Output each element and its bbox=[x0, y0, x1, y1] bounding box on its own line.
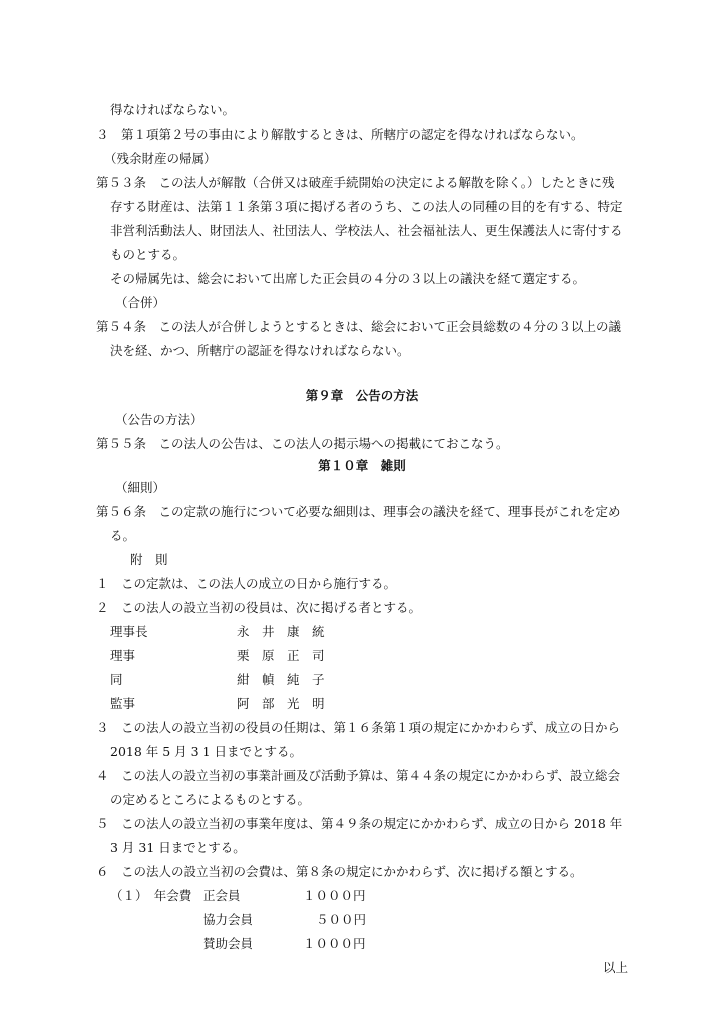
chapter-heading: 第９章 公告の方法 bbox=[305, 388, 419, 403]
text-line: （公告の方法） bbox=[115, 412, 203, 427]
text-line: ３ この法人の設立当初の役員の任期は、第１６条第１項の規定にかかわらず、成立の日から bbox=[96, 720, 621, 735]
text-line: ５ この法人の設立当初の事業年度は、第４９条の規定にかかわらず、成立の日から 2018 年 bbox=[96, 816, 623, 831]
text-line: その帰属先は、総会において出席した正会員の４分の３以上の議決を経て選定する。 bbox=[110, 271, 586, 286]
text-line: 第５５条 この法人の公告は、この法人の掲示場への掲載にておこなう。 bbox=[96, 436, 509, 451]
officer-name: 栗 原 正 司 bbox=[237, 648, 325, 663]
text-line: 第５３条 この法人が解散（合併又は破産手続開始の決定による解散を除く。）したときに残 bbox=[96, 175, 615, 190]
officer-name: 紺 幀 純 子 bbox=[237, 672, 325, 687]
supplementary-heading: 附 則 bbox=[130, 552, 168, 567]
text-line: 決を経、かつ、所轄庁の認証を得なければならない。 bbox=[110, 343, 410, 358]
text-line: ２ この法人の設立当初の役員は、次に掲げる者とする。 bbox=[96, 600, 422, 615]
fee-amount: １０００円 bbox=[303, 936, 366, 951]
text-line: の定めるところによるものとする。 bbox=[110, 792, 311, 807]
fee-type: 正会員 bbox=[203, 888, 241, 903]
fee-amount: １０００円 bbox=[303, 888, 366, 903]
text-line: ものとする。 bbox=[110, 247, 186, 262]
text-line: １ この定款は、この法人の成立の日から施行する。 bbox=[96, 576, 397, 591]
text-line: 得なければならない。 bbox=[110, 102, 236, 117]
text-line: 非営利活動法人、財団法人、社団法人、学校法人、社会福祉法人、更生保護法人に寄付する bbox=[110, 223, 623, 238]
text-line: ３ 第１項第２号の事由により解散するときは、所轄庁の認定を得なければならない。 bbox=[96, 127, 584, 142]
text-line: 存する財産は、法第１１条第３項に掲げる者のうち、この法人の同種の目的を有する、特定 bbox=[110, 199, 623, 214]
text-line: 2018 年 5 月 3 1 日までとする。 bbox=[110, 744, 303, 759]
officer-role: 理事 bbox=[110, 648, 136, 663]
officer-name: 永 井 康 統 bbox=[237, 624, 325, 639]
closing-text: 以上 bbox=[602, 960, 628, 975]
fee-amount: ５００円 bbox=[316, 912, 367, 927]
fee-type: 賛助会員 bbox=[203, 936, 254, 951]
text-line: る。 bbox=[110, 528, 136, 543]
officer-name: 阿 部 光 明 bbox=[237, 696, 325, 711]
text-line: 3 月 31 日までとする。 bbox=[110, 840, 246, 855]
text-line: （細則） bbox=[115, 480, 166, 495]
text-line: ４ この法人の設立当初の事業計画及び活動予算は、第４４条の規定にかかわらず、設立総会 bbox=[96, 768, 621, 783]
text-line: ６ この法人の設立当初の会費は、第８条の規定にかかわらず、次に掲げる額とする。 bbox=[96, 864, 583, 879]
text-line: （合併） bbox=[115, 295, 166, 310]
officer-role: 理事長 bbox=[110, 624, 148, 639]
chapter-heading: 第１０章 雑則 bbox=[318, 458, 406, 473]
officer-role: 同 bbox=[110, 672, 123, 687]
text-line: 第５４条 この法人が合併しようとするときは、総会において正会員総数の４分の３以上の議 bbox=[96, 319, 622, 334]
text-line: 第５６条 この定款の施行について必要な細則は、理事会の議決を経て、理事長がこれを定め bbox=[96, 504, 621, 519]
officer-role: 監事 bbox=[110, 696, 136, 711]
fee-type: 協力会員 bbox=[203, 912, 254, 927]
fee-label: （１） 年会費 bbox=[110, 888, 192, 903]
text-line: （残余財産の帰属） bbox=[104, 151, 217, 166]
